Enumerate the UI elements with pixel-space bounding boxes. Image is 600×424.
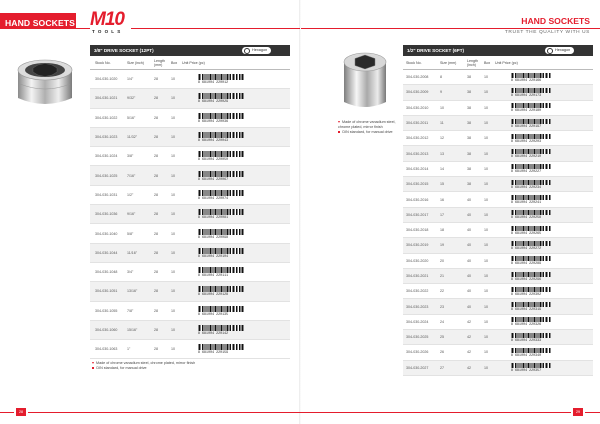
cell-box: 10 bbox=[171, 192, 175, 197]
table-row bbox=[403, 361, 593, 376]
cell-length: 28 bbox=[154, 250, 158, 255]
table-row bbox=[403, 330, 593, 345]
cell-length: 28 bbox=[154, 173, 158, 178]
table-row bbox=[403, 299, 593, 314]
cell-size: 8 bbox=[440, 75, 442, 80]
cell-box: 10 bbox=[171, 115, 175, 120]
barcode bbox=[511, 363, 551, 372]
cell-size: 1/2" bbox=[127, 192, 134, 197]
table-row bbox=[403, 284, 593, 299]
cell-size: 13 bbox=[440, 151, 444, 156]
cell-stock-no: 304-030-2015 bbox=[406, 182, 429, 187]
col-unit-price: Unit Price (pc) bbox=[182, 60, 205, 65]
cell-stock-no: 304-030-1055 bbox=[95, 308, 118, 313]
barcode-number: 8 681004 220289 bbox=[511, 261, 542, 266]
table-row bbox=[90, 302, 290, 321]
cell-length: 42 bbox=[467, 350, 471, 355]
table-row bbox=[90, 147, 290, 166]
cell-box: 10 bbox=[484, 228, 488, 233]
cell-box: 10 bbox=[484, 304, 488, 309]
barcode-number: 8 681004 220067 bbox=[198, 176, 229, 181]
tagline: TRUST THE QUALITY WITH US bbox=[504, 30, 590, 35]
cell-stock-no: 304-030-1051 bbox=[95, 289, 118, 294]
cell-stock-no: 304-030-2016 bbox=[406, 197, 429, 202]
barcode-number: 8 681004 220166 bbox=[511, 77, 542, 82]
barcode-number: 8 681004 220326 bbox=[511, 322, 542, 327]
cell-box: 10 bbox=[171, 328, 175, 332]
cell-size: 10 bbox=[440, 105, 444, 110]
barcode bbox=[198, 267, 244, 277]
cell-box: 10 bbox=[484, 319, 488, 324]
barcode bbox=[198, 229, 244, 239]
cell-box: 10 bbox=[171, 231, 175, 236]
barcode bbox=[511, 333, 551, 342]
footer-rule bbox=[300, 412, 571, 413]
header-rule bbox=[131, 28, 300, 29]
table-row bbox=[403, 162, 593, 177]
cell-box: 10 bbox=[484, 274, 488, 278]
cell-box: 10 bbox=[171, 135, 175, 140]
cell-size: 18 bbox=[440, 228, 444, 233]
cell-size: 26 bbox=[440, 350, 444, 355]
barcode-number: 8 681004 220111 bbox=[198, 273, 229, 278]
cell-stock-no: 304-030-2010 bbox=[406, 105, 429, 110]
table-row bbox=[403, 70, 593, 85]
barcode-number: 8 681004 220210 bbox=[511, 154, 542, 159]
cell-box: 10 bbox=[484, 166, 488, 171]
barcode bbox=[511, 88, 551, 97]
barcode-number: 8 681004 220173 bbox=[511, 92, 542, 97]
cell-size: 19 bbox=[440, 243, 444, 248]
cell-length: 28 bbox=[154, 231, 158, 236]
cell-box: 10 bbox=[484, 365, 488, 370]
cell-stock-no: 304-030-1060 bbox=[95, 328, 118, 332]
cell-length: 28 bbox=[154, 308, 158, 313]
cell-size: 1" bbox=[127, 347, 131, 352]
cell-size: 13/16" bbox=[127, 289, 138, 294]
cell-box: 10 bbox=[484, 90, 488, 95]
barcode-number: 8 681004 220159 bbox=[198, 350, 229, 355]
barcode-number: 8 681004 220036 bbox=[198, 118, 229, 123]
cell-size: 3/4" bbox=[127, 270, 134, 275]
barcode bbox=[511, 226, 551, 235]
cell-box: 10 bbox=[171, 96, 175, 101]
barcode-number: 8 681004 220104 bbox=[198, 253, 229, 258]
cell-length: 38 bbox=[467, 105, 471, 110]
barcode bbox=[511, 73, 551, 82]
table-row bbox=[90, 70, 290, 89]
note-standard: DIN standard, for manual drive bbox=[96, 366, 147, 370]
hexagon-badge: Hexagon bbox=[545, 47, 574, 54]
cell-stock-no: 304-030-2025 bbox=[406, 335, 429, 340]
cell-size: 20 bbox=[440, 258, 444, 263]
cell-stock-no: 304-030-2022 bbox=[406, 289, 429, 294]
socket-12pt-image bbox=[12, 54, 78, 112]
table-row bbox=[403, 192, 593, 207]
barcode bbox=[511, 256, 551, 265]
cell-box: 10 bbox=[171, 212, 175, 217]
cell-size: 27 bbox=[440, 365, 444, 370]
table-row bbox=[403, 345, 593, 360]
cell-stock-no: 304-030-1025 bbox=[95, 173, 118, 178]
table-column-headers bbox=[403, 56, 593, 70]
barcode bbox=[511, 272, 551, 281]
cell-stock-no: 304-030-2021 bbox=[406, 274, 429, 278]
cell-stock-no: 304-030-2027 bbox=[406, 365, 429, 370]
left-notes bbox=[92, 361, 195, 371]
socket-6pt-image bbox=[340, 48, 390, 112]
cell-stock-no: 304-030-2018 bbox=[406, 228, 429, 233]
cell-stock-no: 304-030-1023 bbox=[95, 135, 118, 140]
cell-stock-no: 304-030-1048 bbox=[95, 270, 118, 275]
footer-rule bbox=[0, 412, 14, 413]
cell-box: 10 bbox=[484, 182, 488, 187]
barcode-number: 8 681004 220340 bbox=[511, 352, 542, 357]
hexagon-badge: Hexagon bbox=[242, 47, 271, 54]
cell-stock-no: 304-030-1021 bbox=[95, 96, 118, 101]
barcode bbox=[511, 164, 551, 173]
table-row bbox=[90, 282, 290, 301]
barcode-number: 8 681004 220050 bbox=[198, 157, 229, 162]
cell-length: 42 bbox=[467, 335, 471, 340]
cell-length: 38 bbox=[467, 90, 471, 95]
cell-length: 40 bbox=[467, 197, 471, 202]
cell-length: 28 bbox=[154, 289, 158, 294]
barcode bbox=[198, 74, 244, 84]
cell-stock-no: 304-030-1024 bbox=[95, 154, 118, 159]
col-size: Size (mm) bbox=[440, 60, 457, 65]
cell-size: 15 bbox=[440, 182, 444, 187]
cell-length: 38 bbox=[467, 182, 471, 187]
barcode-number: 8 681004 220272 bbox=[511, 245, 542, 250]
barcode-number: 8 681004 220227 bbox=[511, 169, 542, 174]
cell-size: 7/8" bbox=[127, 308, 134, 313]
table-title-bar bbox=[90, 45, 290, 56]
cell-length: 38 bbox=[467, 166, 471, 171]
left-header-bar bbox=[0, 13, 76, 29]
cell-length: 40 bbox=[467, 274, 471, 278]
logo-mark: M10 bbox=[90, 9, 124, 30]
barcode bbox=[511, 287, 551, 296]
cell-length: 42 bbox=[467, 365, 471, 370]
square-bullet-icon bbox=[92, 367, 94, 369]
cell-stock-no: 304-030-1022 bbox=[95, 115, 118, 120]
cell-length: 28 bbox=[154, 270, 158, 275]
right-notes bbox=[338, 120, 406, 135]
cell-length: 40 bbox=[467, 228, 471, 233]
cell-length: 28 bbox=[154, 192, 158, 197]
cell-box: 10 bbox=[484, 212, 488, 217]
barcode-number: 8 681004 220012 bbox=[198, 80, 229, 85]
cell-box: 10 bbox=[171, 173, 175, 178]
table-row bbox=[403, 238, 593, 253]
cell-size: 11/16" bbox=[127, 250, 138, 255]
barcode bbox=[511, 348, 551, 357]
cell-size: 5/16" bbox=[127, 115, 136, 120]
table-row bbox=[90, 224, 290, 243]
barcode bbox=[198, 325, 244, 335]
cell-length: 28 bbox=[154, 347, 158, 352]
table-row bbox=[90, 109, 290, 128]
col-length: Length (inch) bbox=[467, 58, 478, 67]
table-row bbox=[403, 254, 593, 269]
footer-rule bbox=[585, 412, 600, 413]
table-row bbox=[90, 166, 290, 185]
barcode bbox=[198, 190, 244, 200]
cell-size: 5/8" bbox=[127, 231, 134, 236]
cell-length: 28 bbox=[154, 328, 158, 332]
cell-size: 15/16" bbox=[127, 328, 138, 332]
barcode-number: 8 681004 220197 bbox=[511, 123, 542, 128]
cell-box: 10 bbox=[171, 289, 175, 294]
cell-stock-no: 304-030-2026 bbox=[406, 350, 429, 355]
barcode-number: 8 681004 220135 bbox=[198, 311, 229, 316]
barcode-number: 8 681004 220296 bbox=[511, 276, 542, 281]
square-bullet-icon bbox=[338, 131, 340, 133]
table-row bbox=[90, 244, 290, 263]
cell-length: 28 bbox=[154, 154, 158, 159]
barcode bbox=[511, 149, 551, 158]
cell-length: 38 bbox=[467, 121, 471, 126]
cell-size: 11/32" bbox=[127, 135, 138, 140]
table-title-bar bbox=[403, 45, 593, 56]
cell-stock-no: 304-030-1020 bbox=[95, 77, 118, 82]
cell-size: 17 bbox=[440, 212, 444, 217]
barcode bbox=[511, 241, 551, 250]
cell-size: 14 bbox=[440, 166, 444, 171]
cell-box: 10 bbox=[484, 121, 488, 126]
cell-box: 10 bbox=[484, 243, 488, 248]
cell-box: 10 bbox=[171, 270, 175, 275]
table-row bbox=[403, 146, 593, 161]
cell-size: 16 bbox=[440, 197, 444, 202]
table-row bbox=[90, 186, 290, 205]
col-length: Length (mm) bbox=[154, 58, 165, 67]
barcode bbox=[198, 113, 244, 123]
cell-size: 22 bbox=[440, 289, 444, 294]
cell-length: 38 bbox=[467, 136, 471, 141]
cell-box: 10 bbox=[484, 335, 488, 340]
left-table-body bbox=[90, 70, 290, 359]
cell-length: 28 bbox=[154, 77, 158, 82]
barcode bbox=[511, 103, 551, 112]
note-material: Made of chrome vanadium steel, chrome plated, mirror finish bbox=[338, 120, 396, 129]
cell-size: 21 bbox=[440, 274, 444, 278]
col-size: Size (inch) bbox=[127, 60, 144, 65]
barcode-number: 8 681004 220241 bbox=[511, 200, 542, 205]
cell-size: 3/8" bbox=[127, 154, 134, 159]
barcode bbox=[198, 344, 244, 354]
barcode bbox=[511, 210, 551, 219]
table-row bbox=[90, 340, 290, 359]
table-row bbox=[403, 177, 593, 192]
cell-length: 38 bbox=[467, 151, 471, 156]
table-row bbox=[403, 315, 593, 330]
left-page-title: HAND SOCKETS bbox=[5, 18, 75, 28]
cell-stock-no: 304-030-2017 bbox=[406, 212, 429, 217]
cell-stock-no: 304-030-1031 bbox=[95, 192, 118, 197]
cell-box: 10 bbox=[484, 258, 488, 263]
cell-length: 38 bbox=[467, 75, 471, 80]
barcode-number: 8 681004 220258 bbox=[511, 215, 542, 220]
table-row bbox=[403, 223, 593, 238]
cell-box: 10 bbox=[484, 75, 488, 80]
barcode-number: 8 681004 220142 bbox=[198, 331, 229, 335]
col-unit-price: Unit Price (pc) bbox=[495, 60, 518, 65]
header-rule bbox=[514, 28, 600, 29]
cell-length: 40 bbox=[467, 212, 471, 217]
barcode-number: 8 681004 220074 bbox=[198, 195, 229, 200]
table-row bbox=[90, 128, 290, 147]
barcode-number: 8 681004 220180 bbox=[511, 108, 542, 113]
cell-size: 1/4" bbox=[127, 77, 134, 82]
table-row bbox=[90, 205, 290, 224]
cell-box: 10 bbox=[171, 154, 175, 159]
table-row bbox=[90, 321, 290, 340]
table-title: 3/8" DRIVE SOCKET (12PT) bbox=[94, 48, 154, 53]
cell-size: 11 bbox=[440, 121, 444, 126]
cell-box: 10 bbox=[484, 151, 488, 156]
page-number-left: 28 bbox=[16, 408, 26, 416]
cell-length: 28 bbox=[154, 212, 158, 217]
cell-length: 28 bbox=[154, 115, 158, 120]
cell-box: 10 bbox=[484, 136, 488, 141]
page-fold bbox=[299, 0, 301, 424]
table-row bbox=[403, 101, 593, 116]
cell-length: 28 bbox=[154, 96, 158, 101]
cell-size: 9 bbox=[440, 90, 442, 95]
cell-box: 10 bbox=[484, 289, 488, 294]
barcode bbox=[198, 306, 244, 316]
cell-length: 40 bbox=[467, 258, 471, 263]
cell-length: 40 bbox=[467, 304, 471, 309]
cell-stock-no: 304-030-2020 bbox=[406, 258, 429, 263]
right-product-table bbox=[403, 45, 593, 376]
cell-stock-no: 304-030-2011 bbox=[406, 121, 429, 126]
cell-box: 10 bbox=[484, 105, 488, 110]
barcode-number: 8 681004 220081 bbox=[198, 215, 229, 220]
cell-length: 40 bbox=[467, 289, 471, 294]
table-row bbox=[403, 208, 593, 223]
barcode bbox=[198, 171, 244, 181]
cell-length: 42 bbox=[467, 319, 471, 324]
barcode-number: 8 681004 220357 bbox=[511, 368, 542, 373]
table-title: 1/2" DRIVE SOCKET (6PT) bbox=[407, 48, 465, 53]
cell-stock-no: 304-030-2014 bbox=[406, 166, 429, 171]
barcode bbox=[511, 302, 551, 311]
barcode-number: 8 681004 220043 bbox=[198, 138, 229, 143]
barcode-number: 8 681004 220029 bbox=[198, 99, 229, 104]
cell-box: 10 bbox=[171, 308, 175, 313]
cell-size: 24 bbox=[440, 319, 444, 324]
cell-size: 9/16" bbox=[127, 212, 136, 217]
cell-size: 23 bbox=[440, 304, 444, 309]
header-rule bbox=[301, 28, 514, 29]
table-row bbox=[403, 131, 593, 146]
cell-stock-no: 304-030-2024 bbox=[406, 319, 429, 324]
barcode bbox=[511, 195, 551, 204]
col-stock: Stock No. bbox=[406, 60, 422, 65]
cell-stock-no: 304-030-1044 bbox=[95, 250, 118, 255]
table-row bbox=[90, 89, 290, 108]
cell-stock-no: 304-030-1036 bbox=[95, 212, 118, 217]
footer-rule bbox=[28, 412, 300, 413]
cell-box: 10 bbox=[171, 77, 175, 82]
triangle-bullet-icon bbox=[338, 121, 340, 123]
cell-box: 10 bbox=[171, 347, 175, 352]
cell-box: 10 bbox=[484, 350, 488, 355]
barcode-number: 8 681004 220203 bbox=[511, 138, 542, 143]
cell-length: 40 bbox=[467, 243, 471, 248]
right-header bbox=[514, 13, 600, 29]
left-product-table bbox=[90, 45, 290, 359]
col-box: Box bbox=[484, 60, 491, 65]
cell-box: 10 bbox=[171, 250, 175, 255]
barcode bbox=[198, 209, 244, 219]
page-number-right: 29 bbox=[573, 408, 583, 416]
table-column-headers bbox=[90, 56, 290, 70]
barcode bbox=[511, 317, 551, 326]
barcode-number: 8 681004 220265 bbox=[511, 230, 542, 235]
barcode bbox=[198, 132, 244, 142]
barcode-number: 8 681004 220234 bbox=[511, 184, 542, 189]
barcode-number: 8 681004 220128 bbox=[198, 292, 229, 297]
barcode-number: 8 681004 220302 bbox=[511, 291, 542, 296]
cell-stock-no: 304-030-2019 bbox=[406, 243, 429, 248]
barcode bbox=[198, 286, 244, 296]
triangle-bullet-icon bbox=[92, 362, 94, 364]
table-row bbox=[90, 263, 290, 282]
table-row bbox=[403, 116, 593, 131]
cell-stock-no: 304-030-1040 bbox=[95, 231, 118, 236]
note-standard: DIN standard, for manual drive bbox=[342, 130, 393, 134]
cell-stock-no: 304-030-1063 bbox=[95, 347, 118, 352]
right-page-title: HAND SOCKETS bbox=[521, 16, 590, 26]
barcode-number: 8 681004 220098 bbox=[198, 234, 229, 239]
cell-stock-no: 304-030-2009 bbox=[406, 90, 429, 95]
barcode-number: 8 681004 220333 bbox=[511, 337, 542, 342]
barcode bbox=[198, 93, 244, 103]
cell-stock-no: 304-030-2008 bbox=[406, 75, 429, 80]
cell-stock-no: 304-030-2023 bbox=[406, 304, 429, 309]
note-material: Made of chrome vanadium steel, chrome plated, mirror finish bbox=[96, 361, 196, 365]
cell-size: 7/16" bbox=[127, 173, 136, 178]
right-table-body bbox=[403, 70, 593, 376]
barcode bbox=[511, 119, 551, 128]
cell-box: 10 bbox=[484, 197, 488, 202]
barcode bbox=[511, 180, 551, 189]
barcode-number: 8 681004 220319 bbox=[511, 307, 542, 312]
cell-size: 12 bbox=[440, 136, 444, 141]
barcode bbox=[511, 134, 551, 143]
cell-stock-no: 304-030-2013 bbox=[406, 151, 429, 156]
col-stock: Stock No. bbox=[95, 60, 111, 65]
cell-stock-no: 304-030-2012 bbox=[406, 136, 429, 141]
cell-size: 25 bbox=[440, 335, 444, 340]
table-row bbox=[403, 269, 593, 284]
brand-logo bbox=[88, 10, 132, 36]
cell-length: 28 bbox=[154, 135, 158, 140]
col-box: Box bbox=[171, 60, 178, 65]
barcode bbox=[198, 151, 244, 161]
logo-subtitle: TOOLS bbox=[92, 29, 124, 34]
cell-size: 9/32" bbox=[127, 96, 136, 101]
table-row bbox=[403, 85, 593, 100]
barcode bbox=[198, 248, 244, 258]
